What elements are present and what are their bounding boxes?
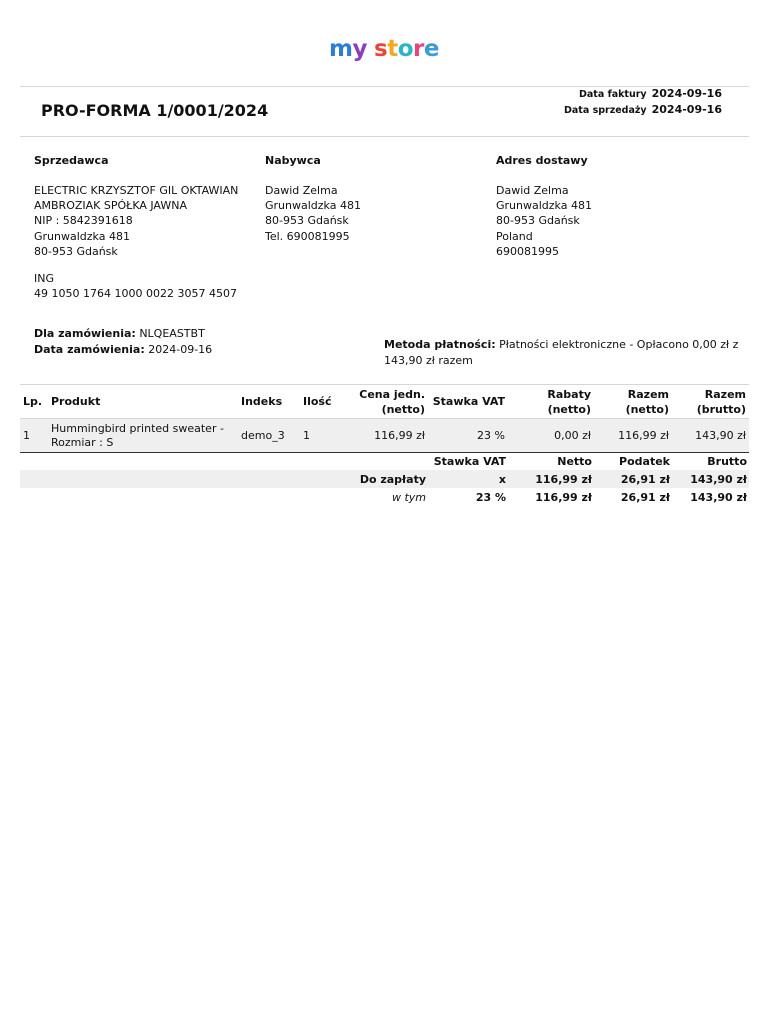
logo-letter: y bbox=[352, 36, 367, 62]
amount-due-vat: x bbox=[428, 470, 508, 488]
cell-unit-price: 116,99 zł bbox=[374, 428, 425, 442]
buyer-line: 80-953 Gdańsk bbox=[265, 214, 349, 228]
order-reference: NLQEASTBT bbox=[139, 327, 205, 340]
cell-total-net: 116,99 zł bbox=[618, 428, 669, 442]
store-logo bbox=[0, 36, 768, 62]
cell-total-gross: 143,90 zł bbox=[695, 428, 746, 442]
amount-due-net: 116,99 zł bbox=[508, 470, 594, 488]
payment-info bbox=[384, 337, 744, 368]
logo-letter: t bbox=[387, 36, 398, 62]
col-unit-price-l2: (netto) bbox=[381, 402, 425, 416]
payment-method: Płatności elektroniczne - Opłacono 0,00 zł z bbox=[499, 338, 739, 351]
cell-qty: 1 bbox=[303, 428, 310, 442]
document-title: PRO-FORMA 1/0001/2024 bbox=[41, 101, 269, 120]
including-row bbox=[20, 488, 749, 506]
seller-line: NIP : 5842391618 bbox=[34, 214, 133, 228]
logo-letter: r bbox=[413, 36, 424, 62]
delivery-details bbox=[496, 183, 592, 259]
product-name: Hummingbird printed sweater - bbox=[51, 421, 224, 435]
delivery-line: 80-953 Gdańsk bbox=[496, 214, 580, 228]
including-net: 116,99 zł bbox=[535, 490, 592, 504]
col-unit-price-l1: Cena jedn. bbox=[359, 387, 425, 401]
amount-due-tax: 26,91 zł bbox=[594, 470, 672, 488]
summary-net-header: Netto bbox=[557, 454, 592, 468]
cell-discount: 0,00 zł bbox=[554, 428, 591, 442]
col-unit-price bbox=[342, 385, 428, 419]
col-total-gross-l1: Razem bbox=[704, 387, 746, 401]
seller-title: Sprzedawca bbox=[34, 154, 109, 167]
logo-letter: e bbox=[423, 36, 439, 62]
summary-tax-header: Podatek bbox=[619, 454, 670, 468]
amount-due-gross: 143,90 zł bbox=[672, 470, 749, 488]
col-total-net-l2: (netto) bbox=[625, 402, 669, 416]
including-tax: 26,91 zł bbox=[620, 490, 670, 504]
including-label: w tym bbox=[391, 490, 426, 504]
buyer-title: Nabywca bbox=[265, 154, 321, 167]
sale-date: 2024-09-16 bbox=[651, 103, 722, 116]
summary-vat-header: Stawka VAT bbox=[433, 454, 506, 468]
table-row bbox=[20, 419, 749, 453]
summary-gross-header: Brutto bbox=[707, 454, 747, 468]
including-gross: 143,90 zł bbox=[690, 490, 747, 504]
col-vat: Stawka VAT bbox=[432, 395, 505, 408]
col-total-net-l1: Razem bbox=[627, 387, 669, 401]
col-index: Indeks bbox=[241, 395, 283, 408]
order-label: Dla zamówienia: bbox=[34, 327, 136, 340]
col-product: Produkt bbox=[51, 395, 101, 408]
amount-due-row bbox=[20, 470, 749, 488]
delivery-line: Poland bbox=[496, 229, 533, 243]
table-header-row bbox=[20, 385, 749, 419]
order-date: 2024-09-16 bbox=[148, 342, 213, 356]
buyer-line: Grunwaldzka 481 bbox=[265, 199, 361, 213]
col-total-gross-l2: (brutto) bbox=[696, 402, 746, 416]
products-table bbox=[20, 384, 749, 453]
cell-product bbox=[48, 419, 238, 453]
order-date-label: Data zamówienia: bbox=[34, 342, 145, 356]
logo-letter: s bbox=[374, 36, 388, 62]
buyer-details bbox=[265, 183, 361, 244]
delivery-line: Dawid Zelma bbox=[496, 184, 569, 197]
cell-index: demo_3 bbox=[241, 428, 285, 442]
including-vat: 23 % bbox=[475, 490, 506, 504]
order-info bbox=[34, 326, 212, 357]
logo-letter: o bbox=[397, 36, 414, 62]
seller-line: 80-953 Gdańsk bbox=[34, 244, 118, 258]
col-discount-l1: Rabaty bbox=[547, 387, 591, 401]
buyer-line: Tel. 690081995 bbox=[265, 229, 350, 243]
product-variant: Rozmiar : S bbox=[51, 435, 114, 449]
summary-header-row bbox=[20, 452, 749, 470]
divider bbox=[20, 136, 749, 137]
amount-due-label: Do zapłaty bbox=[20, 470, 428, 488]
bank-account: 49 1050 1764 1000 0022 3057 4507 bbox=[34, 287, 237, 301]
seller-line: Grunwaldzka 481 bbox=[34, 229, 130, 243]
buyer-line: Dawid Zelma bbox=[265, 184, 338, 197]
seller-details bbox=[34, 183, 238, 301]
tax-summary-table bbox=[20, 452, 749, 506]
col-discount-l2: (netto) bbox=[547, 402, 591, 416]
cell-vat: 23 % bbox=[477, 428, 505, 442]
payment-method-cont: 143,90 zł razem bbox=[384, 353, 473, 367]
col-total-net bbox=[594, 385, 672, 419]
logo-letter: m bbox=[329, 36, 353, 62]
delivery-line: Grunwaldzka 481 bbox=[496, 199, 592, 213]
invoice-dates bbox=[564, 86, 722, 118]
bank-name: ING bbox=[34, 272, 54, 286]
col-discount bbox=[508, 385, 594, 419]
col-qty: Ilość bbox=[303, 395, 332, 408]
delivery-line: 690081995 bbox=[496, 244, 559, 258]
sale-date-label: Data sprzedaży bbox=[564, 105, 647, 116]
seller-line: AMBROZIAK SPÓŁKA JAWNA bbox=[34, 199, 187, 213]
seller-line: ELECTRIC KRZYSZTOF GIL OKTAWIAN bbox=[34, 184, 239, 197]
cell-lp: 1 bbox=[23, 428, 30, 442]
col-total-gross bbox=[672, 385, 749, 419]
invoice-date: 2024-09-16 bbox=[651, 87, 722, 100]
delivery-title: Adres dostawy bbox=[496, 154, 588, 167]
col-lp: Lp. bbox=[23, 395, 43, 408]
payment-label: Metoda płatności: bbox=[384, 338, 496, 351]
invoice-date-label: Data faktury bbox=[579, 89, 647, 100]
